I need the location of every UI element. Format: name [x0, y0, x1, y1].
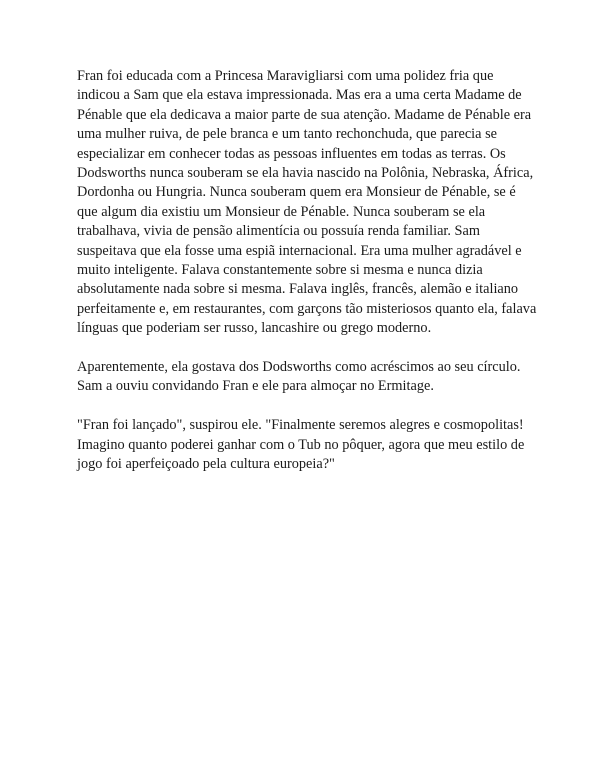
paragraph-3: "Fran foi lançado", suspirou ele. "Finalmente seremos alegres e cosmopolitas! Imagino quanto poderei ganhar com o Tub no pôquer, agora que meu estilo de jogo foi aperfeiçoado pela cultura europeia?"	[77, 417, 525, 473]
body-text	[77, 67, 537, 494]
paragraph-2: Aparentemente, ela gostava dos Dodsworths como acréscimos ao seu círculo. Sam a ouviu convidando Fran e ele para almoçar no Ermitage.	[77, 359, 521, 395]
paragraph-1: Fran foi educada com a Princesa Maravigliarsi com uma polidez fria que indicou a Sam que ela estava impressionada. Mas era a uma certa Madame de Pénable que ela dedicava a maior parte de sua atenção. Madame de Pénable era uma mulher ruiva, de pele branca e um tanto rechonchuda, que parecia se especializar em conhecer todas as pessoas influentes em todas as terras. Os Dodsworths nunca souberam se ela havia nascido na Polônia, Nebraska, África, Dordonha ou Hungria. Nunca souberam quem era Monsieur de Pénable, se é que algum dia existiu um Monsieur de Pénable. Nunca souberam se ela trabalhava, vivia de pensão alimentícia ou possuía renda familiar. Sam suspeitava que ela fosse uma espiã internacional. Era uma mulher agradável e muito inteligente. Falava constantemente sobre si mesma e nunca dizia absolutamente nada sobre si mesma. Falava inglês, francês, alemão e italiano perfeitamente e, em restaurantes, com garçons tão misteriosos quanto ela, falava línguas que poderiam ser russo, lancashire ou grego moderno.	[77, 68, 537, 337]
